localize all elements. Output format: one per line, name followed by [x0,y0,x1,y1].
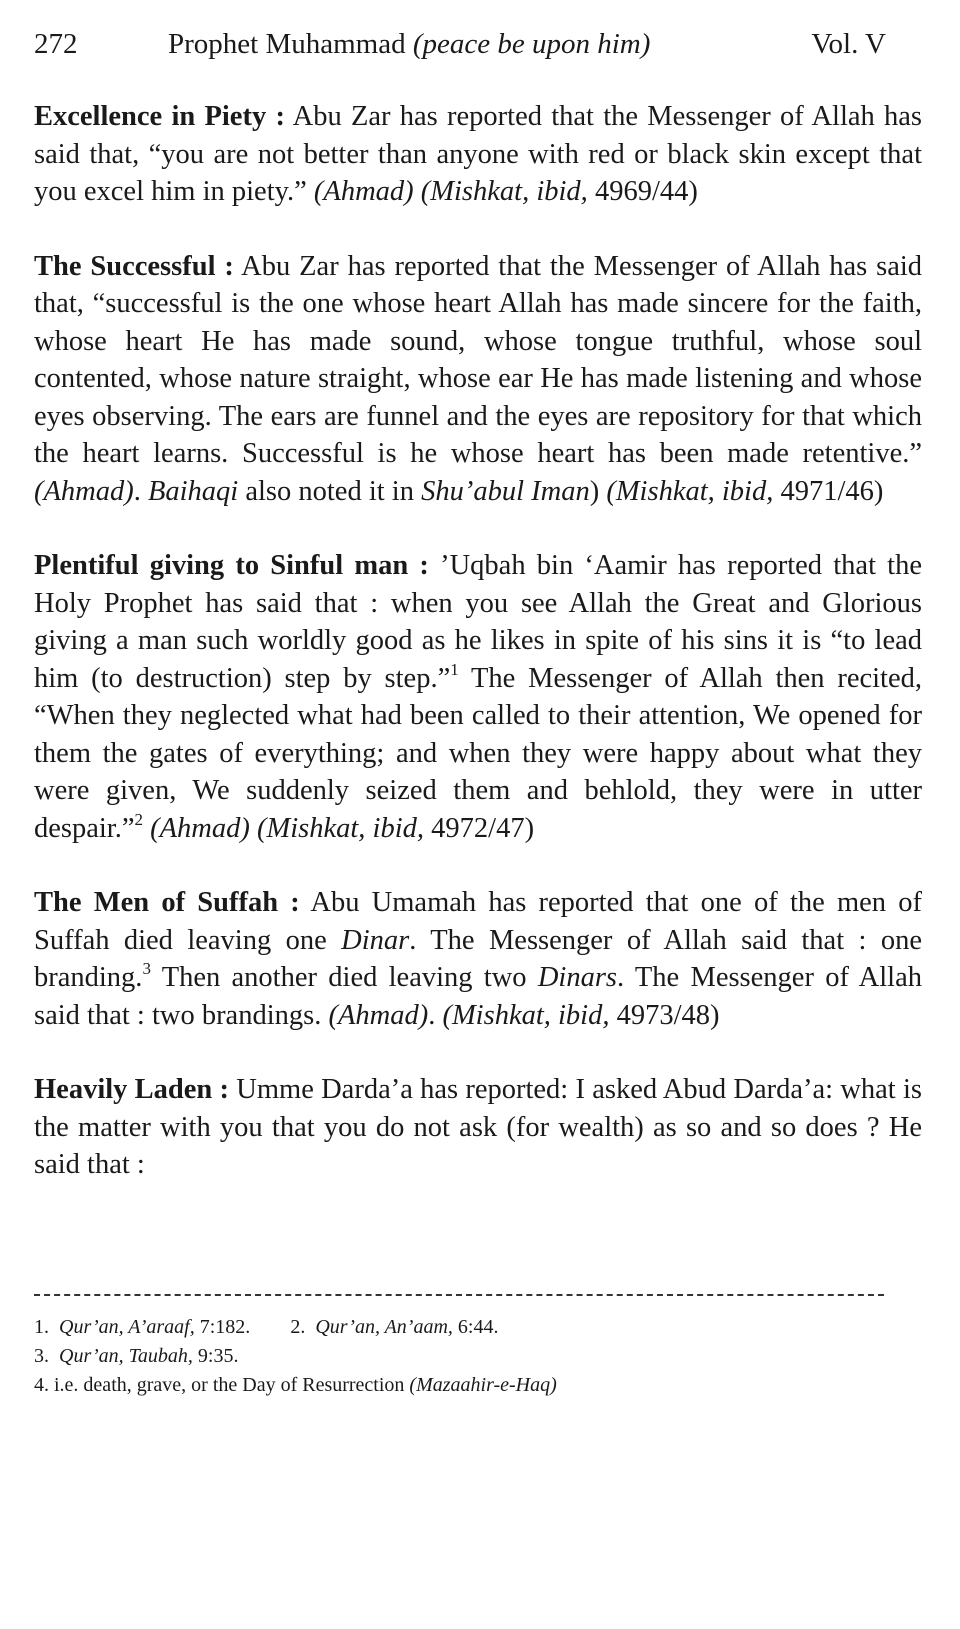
footnote-row [34,1313,914,1342]
paragraph-plentiful-giving: Plentiful giving to Sinful man : ’Uqbah bin ‘Aamir has reported that the Holy Prophet has said that : when you see Allah the Great and Glorious giving a man such worldly good as he likes in spite of his sins it is “to lead him (to destruction) step by step.”$^1$ The Messenger of Allah then recited, “When they neglected what had been called to their attention, We opened for them the gates of everything; and when they were happy about what they were given, We suddenly seized them and behlold, they were in utter despair.”$^2$ (Ahmad) (Mishkat, ibid, 4972/47) [34,550,923,844]
paragraph-heading: Plentiful giving to Sinful man : [34,550,429,581]
paragraph-the-successful: The Successful : Abu Zar has reported that the Messenger of Allah has said that, “successful is the one whose heart Allah has made sincere for the faith, whose heart He has made sound, whose tongue truthful, whose soul contented, whose nature straight, whose ear He has made listening and whose eyes observing. The ears are funnel and the eyes are repository for that which the heart learns. Successful is he whose heart has been made retentive.” (Ahmad). Baihaqi also noted it in Shu’abul Iman) (Mishkat, ibid, 4971/46) [34,250,923,507]
volume-label: Vol. V [811,28,886,60]
citation: (Mishkat, ibid, [420,176,588,207]
citation: (Ahmad) [34,475,134,507]
footnote-source: Qur’an, An’aam, [315,1316,453,1338]
footnote-source: Qur’an, A’araaf, [59,1316,195,1338]
footnote-marker[interactable]: 1 [450,659,459,679]
footnote-row [34,1342,914,1371]
running-header [34,22,926,66]
paragraph-heading: The Successful : [34,250,234,282]
footnote-reference: 6:44. [452,1316,499,1338]
paragraph-excellence-in-piety: Excellence in Piety : Abu Zar has reported that the Messenger of Allah has said that, “you are not better than anyone with red or black skin except that you excel him in piety.” (Ahmad) (Mishkat, ibid, 4969/44) [34,101,923,207]
body-text [34,98,922,1221]
paragraph-heading: Excellence in Piety : [34,101,285,132]
paragraph-heading: Heavily Laden : [34,1074,230,1105]
footnote-separator [34,1294,884,1296]
footnotes [34,1313,914,1400]
citation: (Ahmad) [328,999,429,1031]
footnote-number: 4. [34,1374,49,1396]
italic-term: Dinars [537,962,617,993]
paragraph-men-of-suffah: The Men of Suffah : Abu Umamah has reported that one of the men of Suffah died leaving one Dinar. The Messenger of Allah said that : one branding.$^3$ Then another died leaving two Dinars. The Messenger of Allah said that : two brandings. (Ahmad). (Mishkat, ibid, 4973/48) [34,887,922,1031]
citation: Shu’abul Iman [421,475,590,507]
footnote-marker[interactable]: 2 [134,809,144,829]
paragraph-heavily-laden: Heavily Laden : Umme Darda’a has reported: I asked Abud Darda’a: what is the matter with you that you do not ask (for wealth) as so and so does ? He said that : [34,1074,922,1180]
running-title [168,22,650,66]
italic-term: Dinar [341,924,410,956]
footnote-reference: 7:182. [194,1316,251,1338]
footnote-source: (Mazaahir-e-Haq) [409,1374,557,1396]
footnote-number: 2. [290,1316,306,1338]
citation: Baihaqi [147,475,239,507]
citation: (Mishkat, ibid, [442,999,610,1031]
footnote-marker[interactable]: 3 [142,959,151,978]
footnote-reference: 9:35. [192,1345,239,1367]
footnote-number: 1. [34,1316,49,1338]
page-number: 272 [34,28,78,60]
citation: (Ahmad) [313,176,414,207]
citation: (Mishkat, ibid, [257,812,425,844]
citation: (Mishkat, ibid, [606,475,774,507]
footnote-text: i.e. death, grave, or the Day of Resurrection [54,1374,405,1396]
book-title-honorific: (peace be upon him) [412,28,651,60]
footnote-number: 3. [34,1345,49,1367]
citation: (Ahmad) [150,812,250,844]
footnote-row [34,1371,914,1400]
footnote-source: Qur’an, Taubah, [59,1345,193,1367]
book-title: Prophet Muhammad [168,28,406,60]
paragraph-heading: The Men of Suffah : [34,887,300,918]
